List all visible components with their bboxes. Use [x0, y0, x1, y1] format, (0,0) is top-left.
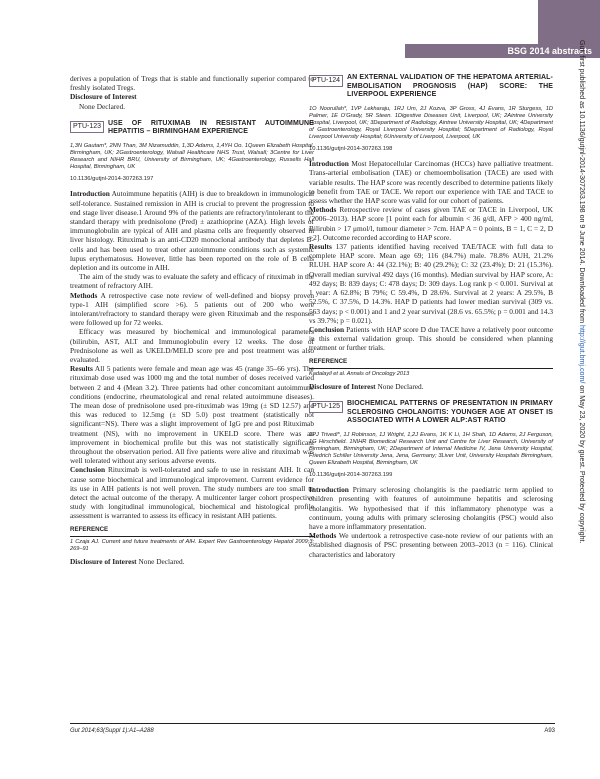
left-column [70, 74, 314, 566]
reference-item: 1 Czaja AJ. Current and future treatments of AIH. Expert Rev Gastroenterology Hepatol 2009;3: 269–91 [70, 538, 314, 552]
continued-paragraph: derives a population of Tregs that is stable and functionally superior compared to freshly isolated Tregs. [70, 74, 314, 93]
conclusion-label: Conclusion [70, 465, 106, 475]
banner-title: BSG 2014 abstracts [405, 44, 600, 58]
sidebar-text [578, 40, 586, 543]
footer-rule [70, 723, 555, 724]
methods-label: Methods [309, 205, 337, 215]
abstract-doi: 10.1136/gutjnl-2014-307263.198 [309, 146, 393, 153]
footer-citation: Gut 2014;63(Suppl 1):A1–A288 [70, 728, 154, 734]
abstract-title: AN EXTERNAL VALIDATION OF THE HEPATOMA ARTERIAL-EMBOLISATION PROGNOSIS (HAP) SCORE: THE LIVERPOOL EXPERIENCE [347, 74, 553, 99]
continued-disclosure-text: None Declared. [79, 101, 126, 111]
page-number: A93 [544, 728, 555, 734]
banner-corner-block [538, 0, 600, 44]
abstract-header-ptu-123 [70, 120, 314, 137]
aim-text: The aim of the study was to evaluate the safety and efficacy of rituximab in the treatment of refractory AIH. [70, 272, 314, 291]
methods-text: A retrospective case note review of well-defined and biopsy proven type-1 AIH (simplified score >6). 5 patients out of 200 who were intolerant/refractory to standard therapy were given Rituximab and the responses were followed up for 72 weeks. [70, 290, 314, 328]
disclosure-text: None Declared. [138, 556, 185, 566]
methods-text: Retrospective review of cases given TAE or TACE in Liverpool, UK (2006–2013). HAP score [1 point each for albumin < 36 g/dl, AFP > 400 ng/ml, Bilirubin > 17 μmol/l, tumour diameter > 7cm. HAP A = 0 points, B = 1, C = 2, D >2]. Outcome recorded according to HAP score. [309, 205, 553, 242]
abstract-title: USE OF RITUXIMAB IN RESISTANT AUTOIMMUNE HEPATITIS – BIRMINGHAM EXPERIENCE [108, 119, 314, 136]
references-rule [70, 536, 314, 537]
abstract-code-badge: PTU-124 [309, 75, 343, 87]
references-heading: REFERENCE [70, 525, 109, 533]
disclosure-label: Disclosure of Interest [70, 556, 137, 566]
methods-label: Methods [70, 290, 98, 300]
abstract-code-badge: PTU-125 [309, 401, 343, 413]
intro-text: Autoimmune hepatitis (AIH) is due to breakdown in immunological self-tolerance. Sustained remission in AIH is crucial to prevent the progression to end stage liver disease.1 Around 9% of the patients are refractory/intolerant to the standard therapy with prednisolone (Pred) ± azathioprine (AZA). High levels of immunoglobulin are typical of AIH and plasma cells are frequently observed in liver histology. Rituximab is an anti-CD20 monoclonal antibody that depletes B-cells and has been used to treat other autoimmune conditions such as systemic lupus erythematosus. However, little has been reported on the role of B cells depletion and its outcome in AIH. [70, 189, 314, 272]
abstract-authors: 1PJ Trivedi*, 1J Robinson, 1J Wright, 1,2J Evans, 1K K Li, 1H Shah, 1D Adams, 2J Ferguson, 1G Hirschfield. 1NIHR Biomedical Research Unit and Centre for Liver Research, University of Birmingham, Birmingham, UK; 2Department of Internal Medicine IV, Jena University Hospital, Friedrich Schiller University Jena, Jena, Germany; 3Liver Unit, University Hospitals Birmingham, Queen Elizabeth Hospital, Birmingham, UK [309, 431, 553, 467]
conclusion-text: Patients with HAP score D due TACE have a relatively poor outcome in this external validation group. This should be considered when planning treatment or further trials. [309, 324, 553, 353]
disclosure-label: Disclosure of Interest [309, 381, 376, 391]
abstract-authors: 1,3N Gautam*, 2NN Than, 3M Nizamuddin, 1,3D Adams, 1,4YH Oo. 1Queen Elizabeth Hospital, Birmingham, UK; 2Gastroenterology, Walsall Healthcare NHS Trust, Walsall; 3Centre for Liver Research and NIHR BRU, University of Birmingham, UK; 4Gastroenterology, Russells Hall Hospital, Birmingham, UK [70, 143, 314, 171]
disclosure-text: None Declared. [377, 381, 424, 391]
efficacy-text: Efficacy was measured by biochemical and immunological parameters (bilirubin, AST, ALT and Immunoglobulin every 12 weeks. The dose of Prednisolone as well as UKELD/MELD score pre and post treatment was also evaluated. [70, 327, 314, 365]
reference-item: Kadalayil et al. Annals of Oncology 2013 [309, 370, 410, 377]
intro-label: Introduction [70, 189, 110, 199]
results-label: Results [309, 242, 332, 252]
sidebar-suffix: on May 23, 2020 by guest. Protected by copyright. [578, 383, 586, 544]
references-heading: REFERENCE [309, 357, 348, 365]
results-label: Results [70, 364, 93, 374]
results-text: 137 patients identified having received TAE/TACE with full data to complete HAP score. Mean age 69; 116 (84.7%) male. 78.8% AUH, 21.2% RLUH. HAP score A: 44 (32.1%); B: 40 (29.2%); C: 32 (23.4%); D: 21 (15.3%). Overall median survival 492 days (16 months). Median survival by HAP score, A: 492 days; B: 839 days; C: 478 days; D: 309 days. Log rank p < 0.001. Survival at 1 year: A 62.8%; B 79%; C 59.4%, D 28.6%. Survival at 2 years: A 29.5%, B 52.5%, C 37.5%, D 14.3%. HAP D patients had lower median survival (309 vs. 563 days; p < 0.001) and 1 and 2 year survival (28.6 vs. 65.5%; p = 0.001 and 14.3 vs 39.7%; p = 0.021). [309, 242, 553, 325]
continued-disclosure-label: Disclosure of Interest [70, 92, 137, 102]
methods-text: We undertook a retrospective case-note review of our patients with an established diagnosis of PSC presenting between 2003–2013 (n = 116). Clinical characteristics and laboratory [309, 531, 553, 559]
methods-label: Methods [309, 531, 337, 541]
abstract-title: BIOCHEMICAL PATTERNS OF PRESENTATION IN PRIMARY SCLEROSING CHOLANGITIS: YOUNGER AGE AT ONSET IS ASSOCIATED WITH A LOWER ALP:AST RATIO [347, 399, 553, 425]
page-footer [70, 728, 555, 738]
abstract-authors: 1O Noorullah*, 1VP Lekharaju, 1RJ Um, 2J Kozva, 3P Gross, 4J Evans, 1R Sturgess, 1D Palmer, 1E O'Grady, 5R Steen. 1Digestive Diseases Unit, Liverpool, UK; 2Aintree University Hospital, Liverpool, UK; 3Department of Radiology, Aintree University Hospital, UK; 4Department of Gastroenterology, Royal Liverpool University Hospital; 5Department of Radiology, Royal Liverpool University Hospital; 6University of Liverpool, Liverpool, UK [309, 105, 553, 141]
copyright-sidebar [578, 40, 592, 730]
references-rule [309, 368, 553, 369]
abstract-header-ptu-125 [309, 400, 553, 426]
conclusion-text: Rituximab is well-tolerated and safe to use in resistant AIH. It can cause some biochemical and immunological improvement. Current evidence for its use in AIH patients is not well proven. The study numbers are too small to detect the actual outcome of the therapy. A multicenter larger cohort prospective study with longitudinal immunological, biochemical and histological profile assessment is warranted to assess its efficacy in resistant AIH patients. [70, 465, 314, 521]
intro-text: Primary sclerosing cholangitis is the paediatric term applied to children presenting with features of autoimmune hepatitis and sclerosing cholangitis. We hypothesised that if this inflammatory phenotype was a continuum, young adults with primary sclerosing cholangitis (PSC) would also have a more inflammatory presentation. [309, 485, 553, 531]
intro-label: Introduction [309, 485, 349, 495]
right-column [309, 74, 553, 559]
abstract-header-ptu-124 [309, 74, 553, 100]
sidebar-prefix: Gut: first published as 10.1136/gutjnl-2014-307263.198 on 9 June 2014. Downloaded from [578, 40, 586, 325]
conclusion-label: Conclusion [309, 324, 345, 334]
abstract-code-badge: PTU-123 [70, 121, 104, 133]
abstract-doi: 10.1136/gutjnl-2014-307263.197 [70, 176, 154, 183]
intro-text: Most Hepatocellular Carcinomas (HCCs) have palliative treatment. Trans-arterial embolisation (TAE) or chemoembolisation (TACE) are used with variable results. The HAP score was recently described to determine patients likely to benefit from TAE or TACE. We report our experience with TAE and TACE to assess whether the HAP score was valid for our cohort of patients. [309, 159, 553, 206]
sidebar-link[interactable]: http://gut.bmj.com/ [578, 325, 586, 384]
results-text: All 5 patients were female and mean age was 45 (range 35–66 yrs). The rituximab dose used was 1000 mg and the total number of doses received varied between 2 and 4 (Mean 3.2). Three patients had other concomitant autoimmune conditions (endocrine, rheumatological and renal related autoimmune diseases). The mean dose of prednisolone used pre-rituximab was 19mg (± SD 12.57) and this was reduced to 12.5mg (± SD 5.0) post treatment (statistically not significant=NS). There was a slight improvement of IgG pre and post Rituximab treatment (NS), with no improvement in UKELD score. There was an improvement in biochemical profile but this was not statistically significant throughout the observation period. All five patients were alive and rituximab was well tolerated without any serious adverse events. [70, 364, 314, 466]
abstract-doi: 10.1136/gutjnl-2014-307263.199 [309, 472, 393, 479]
journal-banner [0, 0, 600, 58]
intro-label: Introduction [309, 159, 349, 169]
